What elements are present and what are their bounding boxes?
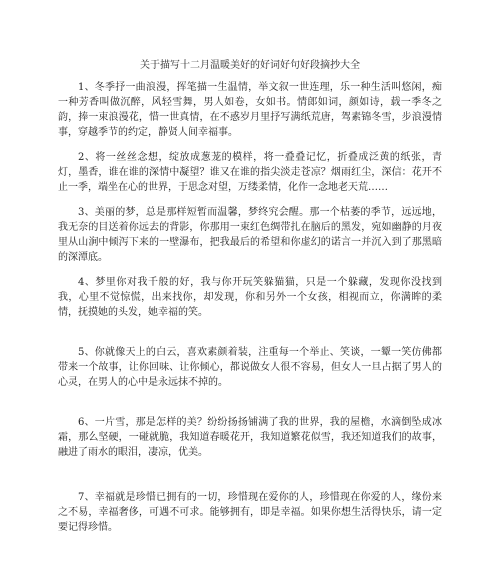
- paragraph-4: [58, 275, 442, 320]
- paragraph-text: 2、将一丝丝念想，绽放成葱茏的模样，将一叠叠记忆，折叠成泛黄的纸张，青灯，墨香，谁在谁的深情中凝望？谁又在谁的指尖淡走苍凉？烟雨红尘，深信：花开不止一季，端坐在心的世界，于思念对望，万缕柔情，化作一念地老天荒……: [58, 152, 442, 193]
- paragraph-7: [58, 490, 442, 535]
- document-title: 关于描写十二月温暖美好的好词好句好段摘抄大全: [140, 60, 360, 71]
- paragraph-text: 3、美丽的梦，总是那样短暂而温馨，梦终究会醒。那一个枯萎的季节，远远地，我无奈的目送着你远去的背影，你那用一束红色绸带扎在脑后的黑发，宛如幽静的月夜里从山涧中倾泻下来的一壁瀑布，把我最后的希望和你虚幻的诺言一并沉入到了那黑暗的深潭底。: [58, 207, 442, 263]
- paragraph-text: 6、一片雪，那是怎样的美？纷纷扬扬铺满了我的世界，我的屋檐，水滴倒坠成冰霜，那么坚硬，一碰就脆，我知道春暖花开，我知道繁花似雪，我还知道我们的故事，融进了雨水的眼泪，凄凉，优美。: [58, 417, 442, 458]
- paragraph-3: [58, 205, 442, 265]
- paragraph-text: 1、冬季抒一曲浪漫，挥笔描一生温情，举文叙一世连理，乐一种生活叫悠闲，痴一种芳香叫做沉醉，风轻雪舞，男人如卷，女如书。情郎如词，颜如诗，载一季冬之韵，捧一束浪漫花，惜一世真情，在不惑岁月里抒写满纸荒唐，驾素锦冬雪，步浪漫情事，穿越季节的约定，静贤人间幸福事。: [58, 82, 442, 138]
- paragraph-5: [58, 345, 442, 390]
- paragraph-text: 5、你就像天上的白云，喜欢素颜着装，注重每一个举止、笑谈，一颦一笑仿佛都带来一个故事，让你回味、让你倾心，都说做女人很不容易，但女人一旦占据了男人的心灵，在男人的心中是永远抹不掉的。: [58, 347, 442, 388]
- paragraph-2: [58, 150, 442, 195]
- paragraph-text: 4、梦里你对我千般的好，我与你开玩笑躲猫猫，只是一个躲藏，发现你没找到我，心里不觉惊慌，出来找你，却发现，你和另外一个女孩，相视而立，你满眸的柔情，抚摸她的头发，她幸福的笑。: [58, 277, 442, 318]
- paragraph-1: [58, 80, 442, 140]
- paragraph-6: [58, 415, 442, 460]
- paragraph-text: 7、幸福就是珍惜已拥有的一切，珍惜现在爱你的人，珍惜现在你爱的人，缘份来之不易，幸福奢侈，可遇不可求。能够拥有，即是幸福。如果你想生活得快乐，请一定要记得珍惜。: [58, 492, 442, 533]
